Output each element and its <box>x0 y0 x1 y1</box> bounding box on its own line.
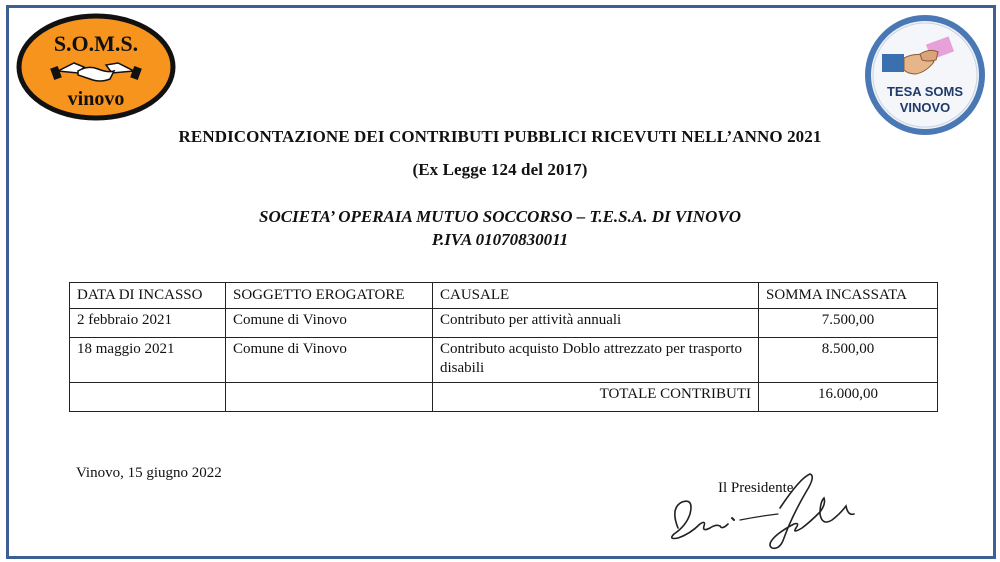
signer-title: Il Presidente <box>718 480 794 496</box>
cell-empty <box>70 383 226 412</box>
total-label: TOTALE CONTRIBUTI <box>433 383 759 412</box>
cell-amount: 8.500,00 <box>759 338 938 383</box>
logo-right-line2: VINOVO <box>899 100 951 115</box>
logo-left-line1: S.O.M.S. <box>53 31 139 56</box>
table-header-row <box>70 283 938 309</box>
table-row <box>70 309 938 338</box>
header-date: DATA DI INCASSO <box>70 283 226 309</box>
contributions-table <box>69 282 938 412</box>
organization-name: SOCIETA’ OPERAIA MUTUO SOCCORSO – T.E.S.A. DI VINOVO <box>259 207 741 226</box>
header-payer: SOGGETTO EROGATORE <box>226 283 433 309</box>
vat-number: P.IVA 01070830011 <box>431 230 569 249</box>
header-amount: SOMMA INCASSATA <box>759 283 938 309</box>
place-and-date: Vinovo, 15 giugno 2022 <box>76 465 222 481</box>
header-reason: CAUSALE <box>433 283 759 309</box>
handwritten-signature <box>660 468 870 553</box>
document-title: RENDICONTAZIONE DEI CONTRIBUTI PUBBLICI RICEVUTI NELL’ANNO 2021 <box>178 127 822 146</box>
soms-vinovo-logo <box>16 13 176 121</box>
cell-empty <box>226 383 433 412</box>
cell-reason: Contributo per attività annuali <box>433 309 759 338</box>
logo-right-line1: TESA SOMS <box>886 84 964 99</box>
cell-reason: Contributo acquisto Doblo attrezzato per trasporto disabili <box>433 338 759 383</box>
total-value: 16.000,00 <box>759 383 938 412</box>
cell-amount: 7.500,00 <box>759 309 938 338</box>
logo-left-line2: vinovo <box>67 88 125 110</box>
table-total-row <box>70 383 938 412</box>
cell-date: 18 maggio 2021 <box>70 338 226 383</box>
cell-payer: Comune di Vinovo <box>226 309 433 338</box>
cell-payer: Comune di Vinovo <box>226 338 433 383</box>
law-reference: (Ex Legge 124 del 2017) <box>412 160 588 179</box>
table-row <box>70 338 938 383</box>
tesa-soms-logo <box>864 14 986 136</box>
cell-date: 2 febbraio 2021 <box>70 309 226 338</box>
